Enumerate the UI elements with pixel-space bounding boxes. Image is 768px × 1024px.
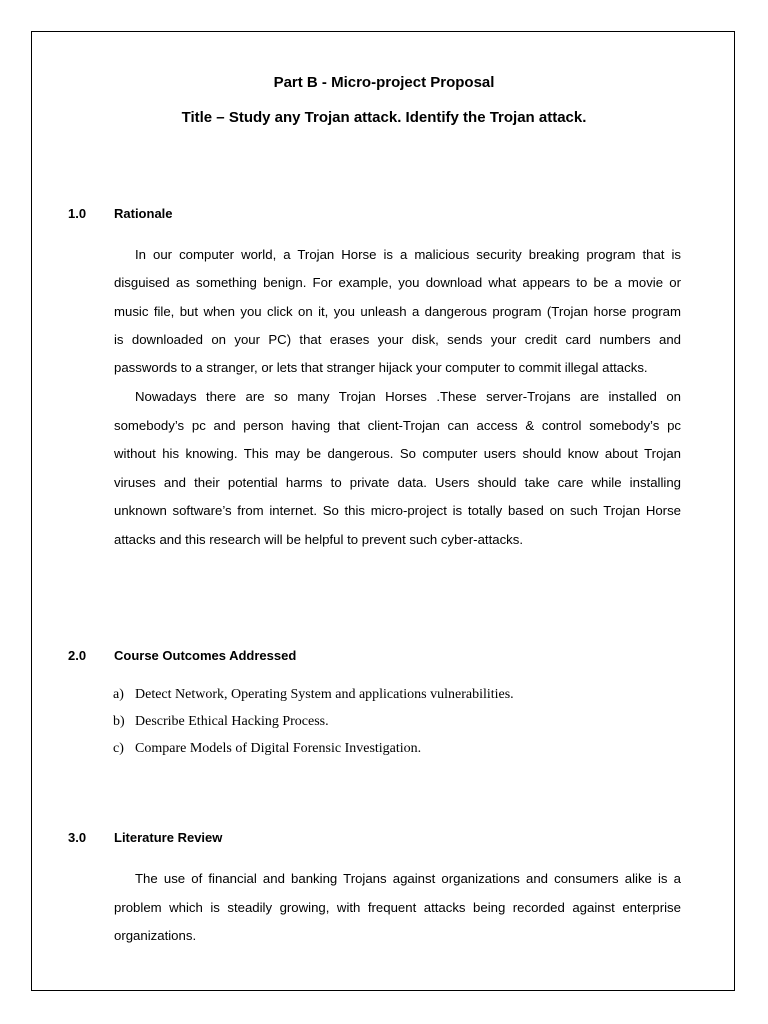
project-title: Title – Study any Trojan attack. Identify the Trojan attack.: [181, 109, 587, 126]
paragraph-line: attacks and this research will be helpful to prevent such cyber-attacks.: [114, 532, 524, 547]
paragraph-line: unknown software’s from internet. So this micro-project is totally based on such Trojan Horse: [114, 503, 681, 518]
paragraph-line: problem which is steadily growing, with frequent attacks being recorded against enterprise: [114, 900, 681, 915]
paragraph-line: is downloaded on your PC) that erases your disk, sends your credit card numbers and: [114, 332, 681, 347]
paragraph-line: passwords to a stranger, or lets that stranger hijack your computer to commit illegal attacks.: [114, 360, 648, 375]
section-number: 1.0: [68, 206, 87, 221]
paragraph-line: organizations.: [114, 928, 197, 943]
paragraph-line: without his knowing. This may be dangerous. So computer users should know about Trojan: [114, 446, 681, 461]
paragraph-line: music file, but when you click on it, you unleash a dangerous program (Trojan horse program: [114, 304, 681, 319]
paragraph-line: somebody’s pc and person having that client-Trojan can access & control somebody’s pc: [114, 418, 681, 433]
paragraph-line: Nowadays there are so many Trojan Horses .These server-Trojans are installed on: [135, 389, 681, 404]
course-outcome-item: [113, 741, 421, 757]
list-marker: a): [113, 687, 124, 702]
list-item-text: Compare Models of Digital Forensic Investigation.: [135, 741, 422, 756]
list-item-text: Detect Network, Operating System and applications vulnerabilities.: [135, 687, 514, 702]
section-number: 2.0: [68, 648, 87, 663]
paragraph-line: viruses and their potential harms to private data. Users should take care while installing: [114, 475, 681, 490]
paragraph-line: In our computer world, a Trojan Horse is a malicious security breaking program that is: [135, 247, 681, 262]
list-item-text: Describe Ethical Hacking Process.: [135, 714, 329, 729]
section-number: 3.0: [68, 830, 87, 845]
course-outcome-item: [113, 714, 329, 730]
list-marker: c): [113, 741, 124, 756]
section-title-literature-review: Literature Review: [114, 830, 223, 845]
part-title: Part B - Micro-project Proposal: [273, 74, 495, 91]
section-title-rationale: Rationale: [114, 206, 173, 221]
paragraph-line: The use of financial and banking Trojans against organizations and consumers alike is a: [135, 871, 681, 886]
list-marker: b): [113, 714, 125, 729]
course-outcome-item: [113, 687, 514, 703]
paragraph-line: disguised as something benign. For example, you download what appears to be a movie or: [114, 275, 681, 290]
section-title-course-outcomes: Course Outcomes Addressed: [114, 648, 297, 663]
